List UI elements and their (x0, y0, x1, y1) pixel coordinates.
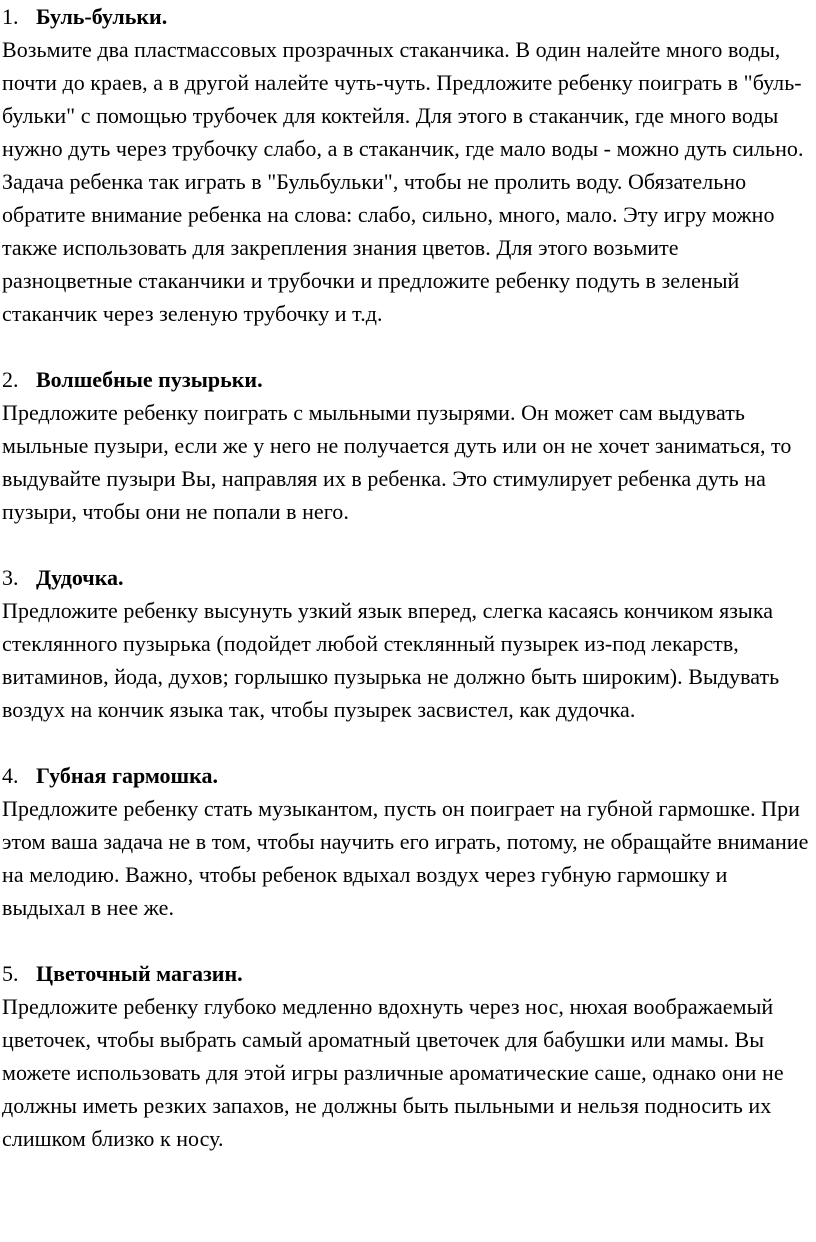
exercise-1 (2, 0, 814, 330)
exercise-3-number: 3. (2, 565, 19, 590)
exercise-5-heading (2, 957, 814, 990)
exercise-5-text: Предложите ребенку глубоко медленно вдохнуть через нос, нюхая воображаемый цветочек, чтобы выбрать самый ароматный цветочек для бабушки или мамы. Вы можете использовать для этой игры различные ароматические саше, однако они не должны иметь резких запахов, не должны быть пыльными и нельзя подносить их слишком близко к носу. (2, 994, 784, 1151)
exercise-3-title: Дудочка. (36, 565, 124, 590)
exercise-1-title: Буль-бульки. (36, 4, 168, 29)
exercise-5-title: Цветочный магазин. (36, 961, 243, 986)
exercise-2-text: Предложите ребенку поиграть с мыльными пузырями. Он может сам выдувать мыльные пузыри, если же у него не получается дуть или он не хочет заниматься, то выдувайте пузыри Вы, направляя их в ребенка. Это стимулирует ребенка дуть на пузыри, чтобы они не попали в него. (2, 400, 792, 524)
exercise-4-title: Губная гармошка. (36, 763, 218, 788)
exercise-4-text: Предложите ребенку стать музыкантом, пусть он поиграет на губной гармошке. При этом ваша задача не в том, чтобы научить его играть, потому, не обращайте внимание на мелодию. Важно, чтобы ребенок вдыхал воздух через губную гармошку и выдыхал в нее же. (2, 796, 809, 920)
exercise-2-title: Волшебные пузырьки. (36, 367, 263, 392)
exercise-4 (2, 759, 814, 924)
exercise-1-text: Возьмите два пластмассовых прозрачных стаканчика. В один налейте много воды, почти до краев, а в другой налейте чуть-чуть. Предложите ребенку поиграть в "буль-бульки" с помощью трубочек для коктейля. Для этого в стаканчик, где много воды нужно дуть через трубочку слабо, а в стаканчик, где мало воды - можно дуть сильно. Задача ребенка так играть в "Бульбульки", чтобы не пролить воду. Обязательно обратите внимание ребенка на слова: слабо, сильно, много, мало. Эту игру можно также использовать для закрепления знания цветов. Для этого возьмите разноцветные стаканчики и трубочки и предложите ребенку подуть в зеленый стаканчик через зеленую трубочку и т.д. (2, 37, 804, 326)
exercise-3-text: Предложите ребенку высунуть узкий язык вперед, слегка касаясь кончиком языка стеклянного пузырька (подойдет любой стеклянный пузырек из-под лекарств, витаминов, йода, духов; горлышко пузырька не должно быть широким). Выдувать воздух на кончик языка так, чтобы пузырек засвистел, как дудочка. (2, 598, 780, 722)
exercise-2-number: 2. (2, 367, 19, 392)
exercise-2-heading (2, 363, 814, 396)
exercise-1-heading (2, 0, 814, 33)
exercise-4-number: 4. (2, 763, 19, 788)
document-body (2, 0, 814, 1155)
exercise-5 (2, 957, 814, 1155)
exercise-5-number: 5. (2, 961, 19, 986)
exercise-4-heading (2, 759, 814, 792)
exercise-3 (2, 561, 814, 726)
exercise-2 (2, 363, 814, 528)
exercise-3-heading (2, 561, 814, 594)
exercise-1-number: 1. (2, 4, 19, 29)
